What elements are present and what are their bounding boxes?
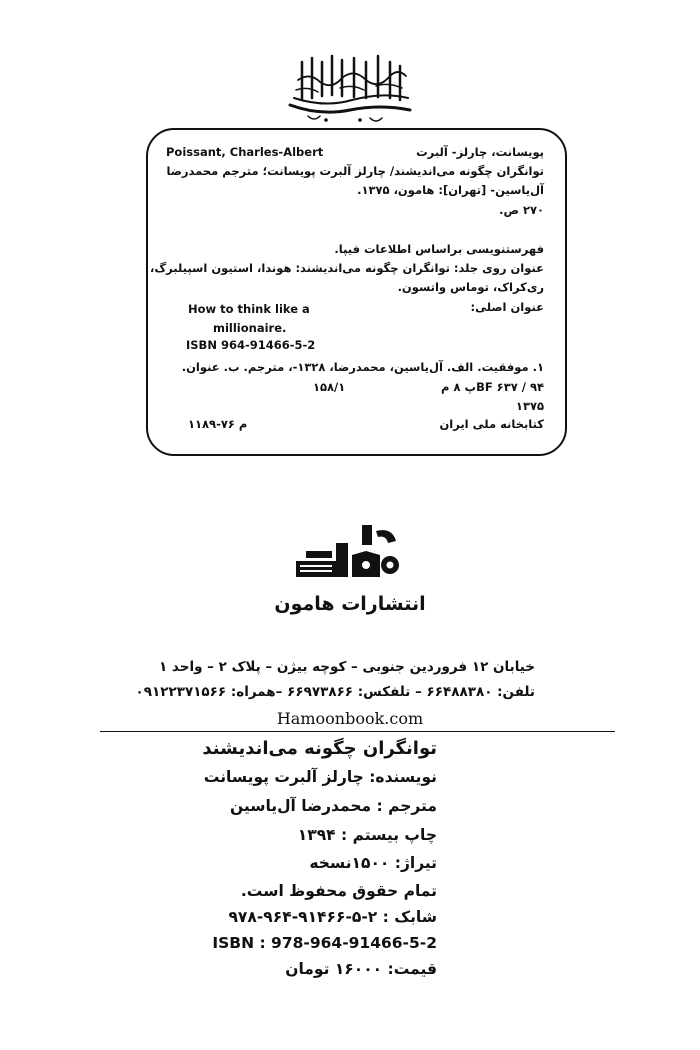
imprint-print-run: تیراژ: ۱۵۰۰نسخه	[309, 854, 437, 872]
publisher-website: Hamoonbook.com	[276, 709, 424, 728]
cip-original-title-line-1: How to think like a	[188, 302, 310, 316]
imprint-price: قیمت: ۱۶۰۰۰ تومان	[285, 960, 437, 978]
imprint-isbn: ISBN : 978-964-91466-5-2	[212, 934, 437, 952]
imprint-translator: مترجم : محمدرضا آل‌یاسین	[229, 797, 437, 815]
cip-isbn: ISBN 964-91466-5-2	[186, 338, 316, 352]
imprint-book-title: توانگران چگونه می‌اندیشند	[202, 738, 437, 759]
cip-title-line-2: آل‌یاسین- [تهران]: هامون، ۱۳۷۵.	[357, 183, 544, 197]
imprint-rights: تمام حقوق محفوظ است.	[240, 882, 437, 900]
cip-classification-left: ۱۵۸/۱	[313, 380, 346, 394]
publisher-logo	[292, 521, 404, 583]
cip-author-persian: پویسانت، چارلز- آلبرت	[416, 145, 544, 159]
publisher-phones: تلفن: ۶۶۴۸۸۳۸۰ – تلفکس: ۶۶۹۷۳۸۶۶ –همراه: ۰۹۱۲۲۳۷۱۵۶۶	[135, 684, 535, 700]
cip-title-line-1: توانگران چگونه می‌اندیشند/ چارلز آلبرت پویسانت؛ مترجم محمدرضا	[166, 164, 544, 178]
cip-original-title-label: عنوان اصلی:	[470, 300, 544, 314]
cip-record-card	[146, 128, 567, 456]
cip-fipa-note: فهرستنویسی براساس اطلاعات فیپا.	[334, 242, 544, 256]
cip-cover-title-line-2: ری‌کراک، توماس واتسون.	[397, 280, 544, 294]
imprint-shabak: شابک : ۲-۵-۹۱۴۶۶-۹۶۴-۹۷۸	[228, 908, 437, 926]
cip-library-number: م ۷۶-۱۱۸۹	[188, 417, 248, 431]
cip-cover-title-line-1: عنوان روی جلد: توانگران چگونه می‌اندیشند: هوندا، استیون اسپیلبرگ،	[149, 261, 544, 275]
basmala-calligraphy	[280, 50, 420, 125]
publisher-name: انتشارات هامون	[274, 593, 426, 615]
cip-classification-right: BF ۶۳۷ / ۹۴پ ۸ م	[441, 380, 544, 394]
cip-subjects: ۱. موفقیت. الف. آل‌یاسین، محمدرضا، ۱۳۲۸-، مترجم. ب. عنوان.	[181, 360, 544, 374]
cip-library: کتابخانه ملی ایران	[439, 417, 544, 431]
publisher-address: خیابان ۱۲ فروردین جنوبی – کوچه بیژن – پلاک ۲ – واحد ۱	[158, 659, 535, 675]
cip-pages: ۲۷۰ ص.	[499, 203, 544, 217]
imprint-author: نویسنده: چارلز آلبرت پویسانت	[203, 768, 437, 786]
cip-year: ۱۳۷۵	[515, 399, 544, 413]
cip-author-latin: Poissant, Charles-Albert	[166, 145, 324, 159]
divider-line	[100, 731, 615, 732]
cip-original-title-line-2: millionaire.	[213, 321, 287, 335]
imprint-edition: چاپ بیستم : ۱۳۹۴	[297, 826, 437, 844]
